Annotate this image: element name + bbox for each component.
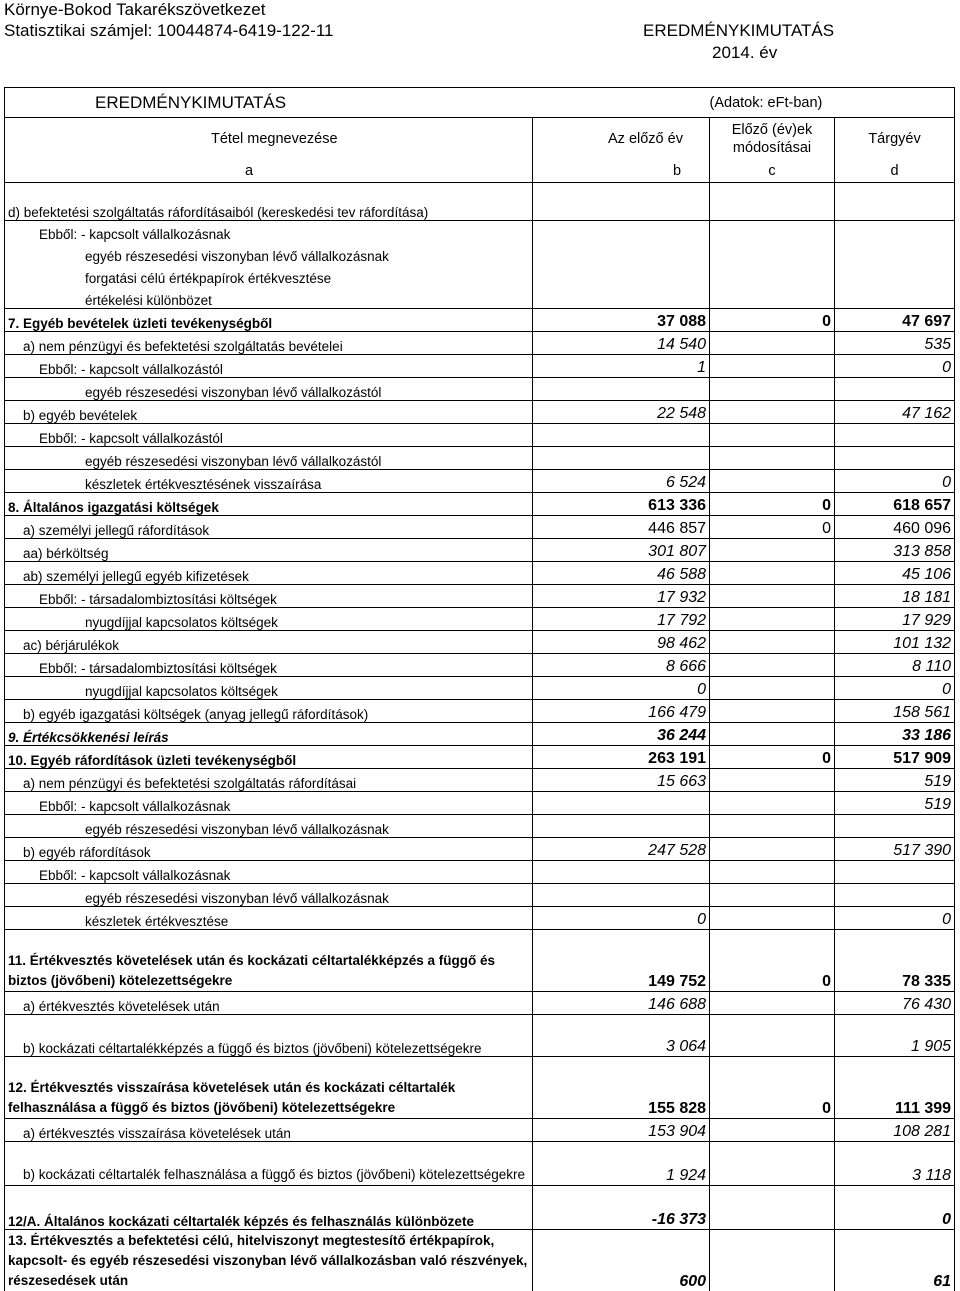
cell-b: 146 688 — [533, 991, 710, 1014]
row-label: egyéb részesedési viszonyban lévő vállalkozásnak — [5, 242, 533, 264]
unit-note: (Adatok: eFt-ban) — [710, 88, 955, 118]
row-label: 11. Értékvesztés követelések után és kockázati céltartalékképzés a függő és biztos (jövőbeni) kötelezettségekre — [5, 929, 533, 991]
row-label: b) kockázati céltartalék felhasználása a függő és biztos (jövőbeni) kötelezettségekre — [5, 1141, 533, 1185]
cell-c — [710, 469, 835, 492]
cell-d: 76 430 — [835, 991, 955, 1014]
row-label: Ebből: - kapcsolt vállalkozásnak — [5, 860, 533, 883]
cell-b: -16 373 — [533, 1185, 710, 1229]
cell-d: 8 110 — [835, 653, 955, 676]
cell-b: 17 792 — [533, 607, 710, 630]
cell-d: 460 096 — [835, 515, 955, 538]
table-row — [5, 768, 955, 791]
row-label: ac) bérjárulékok — [5, 630, 533, 653]
cell-c: 0 — [710, 308, 835, 331]
cell-d: 101 132 — [835, 630, 955, 653]
col-header-prev: Az előző év — [533, 118, 710, 160]
cell-c: 0 — [710, 515, 835, 538]
cell-b — [533, 883, 710, 906]
cell-d: 45 106 — [835, 561, 955, 584]
cell-b — [533, 791, 710, 814]
cell-d — [835, 242, 955, 264]
cell-d: 33 186 — [835, 722, 955, 745]
table-row — [5, 745, 955, 768]
cell-b — [533, 860, 710, 883]
cell-c — [710, 791, 835, 814]
cell-d — [835, 286, 955, 308]
table-row — [5, 423, 955, 446]
cell-b: 153 904 — [533, 1118, 710, 1141]
cell-c — [710, 446, 835, 469]
cell-b: 14 540 — [533, 331, 710, 354]
cell-b: 15 663 — [533, 768, 710, 791]
cell-d — [835, 182, 955, 220]
cell-d: 0 — [835, 354, 955, 377]
cell-c — [710, 768, 835, 791]
cell-c — [710, 883, 835, 906]
row-label: b) egyéb ráfordítások — [5, 837, 533, 860]
cell-d — [835, 814, 955, 837]
table-row — [5, 286, 955, 308]
row-label: értékelési különbözet — [5, 286, 533, 308]
table-row — [5, 837, 955, 860]
cell-d: 0 — [835, 676, 955, 699]
row-label: 12. Értékvesztés visszaírása követelések után és kockázati céltartalék felhasználása a függő és biztos (jövőbeni) kötelezettségekre — [5, 1056, 533, 1118]
cell-d: 108 281 — [835, 1118, 955, 1141]
table-row — [5, 400, 955, 423]
table-row — [5, 331, 955, 354]
table-row — [5, 1118, 955, 1141]
cell-c — [710, 607, 835, 630]
cell-b: 37 088 — [533, 308, 710, 331]
cell-c — [710, 991, 835, 1014]
col-header-mod — [710, 118, 835, 160]
col-letter-a: a — [5, 160, 533, 182]
cell-c — [710, 182, 835, 220]
cell-b: 3 064 — [533, 1014, 710, 1056]
table-row — [5, 653, 955, 676]
row-label: Ebből: - kapcsolt vállalkozástól — [5, 354, 533, 377]
cell-d: 0 — [835, 906, 955, 929]
cell-c — [710, 1014, 835, 1056]
cell-c — [710, 377, 835, 400]
table-row — [5, 264, 955, 286]
cell-b: 98 462 — [533, 630, 710, 653]
cell-d — [835, 446, 955, 469]
cell-b: 247 528 — [533, 837, 710, 860]
col-letter-d: d — [835, 160, 955, 182]
table-row — [5, 492, 955, 515]
cell-b — [533, 264, 710, 286]
cell-d: 618 657 — [835, 492, 955, 515]
row-label: forgatási célú értékpapírok értékvesztése — [5, 264, 533, 286]
cell-b: 149 752 — [533, 929, 710, 991]
col-letter-c: c — [710, 160, 835, 182]
row-label: egyéb részesedési viszonyban lévő vállalkozástól — [5, 446, 533, 469]
cell-d: 111 399 — [835, 1056, 955, 1118]
table-row — [5, 182, 955, 220]
table-row — [5, 469, 955, 492]
row-label: nyugdíjjal kapcsolatos költségek — [5, 607, 533, 630]
table-row — [5, 354, 955, 377]
table-row — [5, 561, 955, 584]
cell-c — [710, 264, 835, 286]
row-label: 7. Egyéb bevételek üzleti tevékenységből — [5, 308, 533, 331]
row-label: a) értékvesztés visszaírása követelések után — [5, 1118, 533, 1141]
cell-b — [533, 423, 710, 446]
cell-c — [710, 584, 835, 607]
cell-c — [710, 1185, 835, 1229]
table-title: EREDMÉNYKIMUTATÁS — [5, 88, 710, 118]
table-row — [5, 906, 955, 929]
cell-c: 0 — [710, 1056, 835, 1118]
cell-c — [710, 814, 835, 837]
row-label: nyugdíjjal kapcsolatos költségek — [5, 676, 533, 699]
cell-c — [710, 423, 835, 446]
table-row — [5, 308, 955, 331]
cell-d: 0 — [835, 1185, 955, 1229]
cell-d: 519 — [835, 791, 955, 814]
cell-b: 17 932 — [533, 584, 710, 607]
cell-c — [710, 630, 835, 653]
table-row — [5, 929, 955, 991]
cell-c — [710, 538, 835, 561]
cell-c — [710, 676, 835, 699]
cell-c: 0 — [710, 745, 835, 768]
cell-d: 1 905 — [835, 1014, 955, 1056]
table-row — [5, 538, 955, 561]
row-label: egyéb részesedési viszonyban lévő vállalkozástól — [5, 377, 533, 400]
row-label: d) befektetési szolgáltatás ráfordításaiból (kereskedési tev ráfordítása) — [5, 182, 533, 220]
cell-d — [835, 883, 955, 906]
cell-d: 0 — [835, 469, 955, 492]
cell-b: 22 548 — [533, 400, 710, 423]
cell-b: 46 588 — [533, 561, 710, 584]
table-row — [5, 676, 955, 699]
cell-b — [533, 242, 710, 264]
cell-b: 613 336 — [533, 492, 710, 515]
table-row — [5, 377, 955, 400]
cell-b: 600 — [533, 1229, 710, 1291]
document-title: EREDMÉNYKIMUTATÁS — [643, 21, 835, 40]
income-statement-table — [4, 87, 955, 1291]
cell-d: 519 — [835, 768, 955, 791]
row-label: 13. Értékvesztés a befektetési célú, hitelviszonyt megtestesítő értékpapírok, kapcsolt- és egyéb részesedési viszonyban lévő vállalkozásban való részvények, részesedések után — [5, 1229, 533, 1291]
row-label: készletek értékvesztésének visszaírása — [5, 469, 533, 492]
col-header-mod-line1: Előző (év)ek — [731, 121, 813, 138]
cell-d: 158 561 — [835, 699, 955, 722]
cell-c — [710, 400, 835, 423]
cell-c — [710, 1229, 835, 1291]
row-label: 8. Általános igazgatási költségek — [5, 492, 533, 515]
table-row — [5, 446, 955, 469]
cell-c — [710, 242, 835, 264]
cell-c: 0 — [710, 929, 835, 991]
row-label: készletek értékvesztése — [5, 906, 533, 929]
cell-d: 78 335 — [835, 929, 955, 991]
cell-c — [710, 860, 835, 883]
row-label: a) nem pénzügyi és befektetési szolgáltatás ráfordításai — [5, 768, 533, 791]
cell-c — [710, 220, 835, 242]
cell-b — [533, 182, 710, 220]
row-label: a) nem pénzügyi és befektetési szolgáltatás bevételei — [5, 331, 533, 354]
cell-c — [710, 561, 835, 584]
cell-b: 0 — [533, 676, 710, 699]
row-label: egyéb részesedési viszonyban lévő vállalkozásnak — [5, 814, 533, 837]
cell-d: 17 929 — [835, 607, 955, 630]
table-row — [5, 242, 955, 264]
table-row — [5, 1056, 955, 1118]
cell-b: 155 828 — [533, 1056, 710, 1118]
table-row — [5, 220, 955, 242]
row-label: 12/A. Általános kockázati céltartalék képzés és felhasználás különbözete — [5, 1185, 533, 1229]
cell-c — [710, 1141, 835, 1185]
cell-b: 1 — [533, 354, 710, 377]
cell-b: 8 666 — [533, 653, 710, 676]
cell-d: 18 181 — [835, 584, 955, 607]
table-row — [5, 630, 955, 653]
cell-b: 36 244 — [533, 722, 710, 745]
cell-c — [710, 722, 835, 745]
cell-d: 535 — [835, 331, 955, 354]
table-row — [5, 607, 955, 630]
col-header-name: Tétel megnevezése — [5, 118, 533, 160]
row-label: a) értékvesztés követelések után — [5, 991, 533, 1014]
row-label: Ebből: - kapcsolt vállalkozásnak — [5, 791, 533, 814]
company-name: Környe-Bokod Takarékszövetkezet — [4, 0, 266, 19]
cell-d: 517 390 — [835, 837, 955, 860]
cell-d — [835, 423, 955, 446]
row-label: aa) bérköltség — [5, 538, 533, 561]
cell-c — [710, 653, 835, 676]
cell-d — [835, 264, 955, 286]
cell-d: 47 697 — [835, 308, 955, 331]
cell-b — [533, 814, 710, 837]
cell-c: 0 — [710, 492, 835, 515]
cell-d: 47 162 — [835, 400, 955, 423]
cell-b: 6 524 — [533, 469, 710, 492]
cell-c — [710, 906, 835, 929]
row-label: Ebből: - kapcsolt vállalkozásnak — [5, 220, 533, 242]
table-row — [5, 722, 955, 745]
cell-d — [835, 377, 955, 400]
col-header-curr: Tárgyév — [835, 118, 955, 160]
table-row — [5, 883, 955, 906]
row-label: 10. Egyéb ráfordítások üzleti tevékenységből — [5, 745, 533, 768]
cell-d — [835, 220, 955, 242]
table-row — [5, 1014, 955, 1056]
table-row — [5, 860, 955, 883]
row-label: 9. Értékcsökkenési leírás — [5, 722, 533, 745]
cell-c — [710, 286, 835, 308]
table-row — [5, 584, 955, 607]
cell-b — [533, 220, 710, 242]
cell-d: 3 118 — [835, 1141, 955, 1185]
row-label: egyéb részesedési viszonyban lévő vállalkozásnak — [5, 883, 533, 906]
cell-b: 166 479 — [533, 699, 710, 722]
cell-c — [710, 699, 835, 722]
row-label: Ebből: - kapcsolt vállalkozástól — [5, 423, 533, 446]
col-letter-b: b — [533, 160, 710, 182]
col-header-mod-line2: módosításai — [732, 139, 812, 156]
stat-number: Statisztikai számjel: 10044874-6419-122-11 — [4, 21, 334, 40]
row-label: a) személyi jellegű ráfordítások — [5, 515, 533, 538]
row-label: b) egyéb bevételek — [5, 400, 533, 423]
cell-b — [533, 286, 710, 308]
table-row — [5, 1229, 955, 1291]
row-label: Ebből: - társadalombiztosítási költségek — [5, 584, 533, 607]
table-row — [5, 814, 955, 837]
cell-c — [710, 837, 835, 860]
cell-b: 263 191 — [533, 745, 710, 768]
row-label: ab) személyi jellegű egyéb kifizetések — [5, 561, 533, 584]
cell-c — [710, 331, 835, 354]
table-row — [5, 515, 955, 538]
table-row — [5, 991, 955, 1014]
document-year: 2014. év — [712, 43, 778, 62]
cell-b — [533, 446, 710, 469]
cell-b: 1 924 — [533, 1141, 710, 1185]
cell-d — [835, 860, 955, 883]
cell-c — [710, 1118, 835, 1141]
row-label: b) kockázati céltartalékképzés a függő és biztos (jövőbeni) kötelezettségekre — [5, 1014, 533, 1056]
cell-b: 301 807 — [533, 538, 710, 561]
table-row — [5, 1141, 955, 1185]
cell-b: 446 857 — [533, 515, 710, 538]
cell-d: 517 909 — [835, 745, 955, 768]
cell-c — [710, 354, 835, 377]
cell-b — [533, 377, 710, 400]
table-row — [5, 699, 955, 722]
cell-b: 0 — [533, 906, 710, 929]
cell-d: 313 858 — [835, 538, 955, 561]
row-label: b) egyéb igazgatási költségek (anyag jellegű ráfordítások) — [5, 699, 533, 722]
row-label: Ebből: - társadalombiztosítási költségek — [5, 653, 533, 676]
table-row — [5, 791, 955, 814]
table-row — [5, 1185, 955, 1229]
cell-d: 61 — [835, 1229, 955, 1291]
